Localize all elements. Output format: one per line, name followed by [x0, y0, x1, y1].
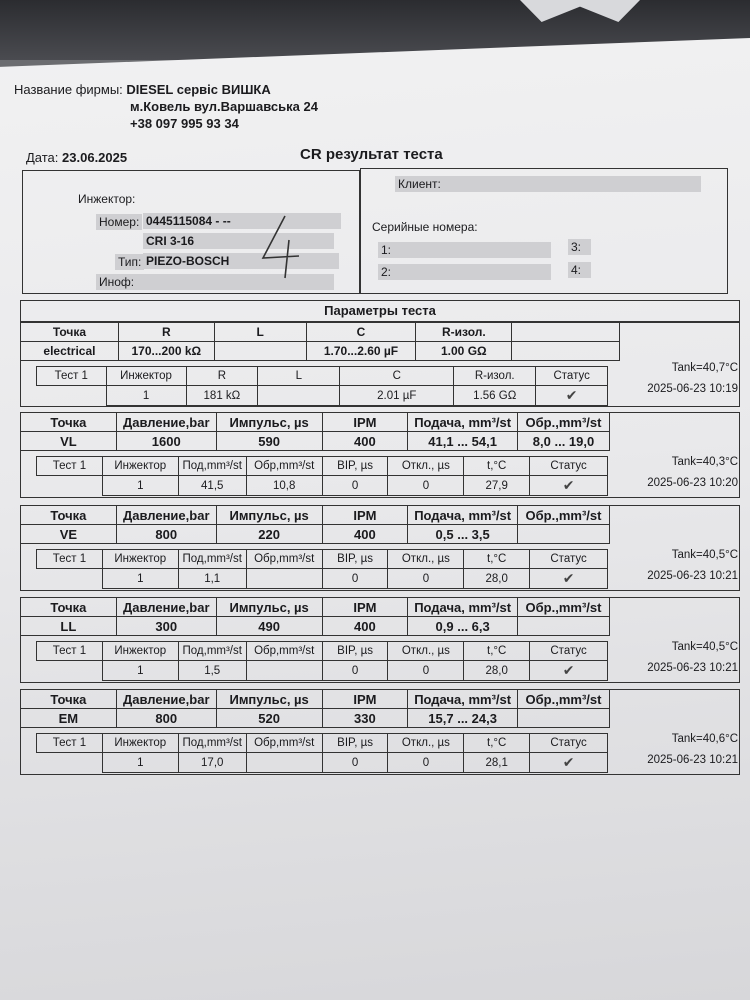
col-c: C: [340, 367, 454, 386]
test-label: Тест 1: [37, 367, 107, 386]
date-label: Дата:: [26, 150, 59, 165]
point-value: LL: [21, 617, 117, 636]
timestamp: 2025-06-23 10:21: [647, 754, 738, 766]
col-injector: Инжектор: [102, 642, 178, 661]
pulse-value: 220: [216, 525, 322, 544]
temp-value: 28,0: [464, 569, 530, 589]
point-value: EM: [21, 709, 117, 728]
tank-temp: Tank=40,5°C: [671, 549, 738, 561]
test-label: Тест 1: [37, 734, 103, 753]
col-injector: Инжектор: [102, 734, 178, 753]
col-feed: Подача, mm³/st: [408, 598, 518, 617]
number-value: 0445115084 - --: [143, 214, 341, 228]
company-line: [14, 82, 271, 97]
col-return: Обр.,mm³/st: [518, 690, 610, 709]
col-injector: Инжектор: [106, 367, 186, 386]
pulse-value: 490: [216, 617, 322, 636]
col-riso: R-изол.: [454, 367, 536, 386]
col-status: Статус: [536, 367, 608, 386]
params-title: Параметры теста: [20, 300, 740, 322]
tank-temp: Tank=40,7°C: [671, 362, 738, 374]
number-label: Номер:: [96, 215, 142, 229]
col-injector: Инжектор: [102, 550, 178, 569]
deviation-value: 0: [388, 569, 464, 589]
col-deviation: Откл., µs: [388, 734, 464, 753]
serials-label: Серийные номера:: [372, 220, 478, 234]
test-label: Тест 1: [37, 457, 103, 476]
pressure-value: 1600: [116, 432, 216, 451]
riso-value: 1.56 GΩ: [454, 386, 536, 406]
type-label: Тип:: [115, 255, 144, 269]
col-riso: R-изол.: [416, 323, 512, 342]
r-value: 181 kΩ: [186, 386, 258, 406]
col-return: Обр,mm³/st: [246, 642, 322, 661]
col-bip: BIP, µs: [322, 642, 388, 661]
check-icon: ✔: [536, 386, 608, 406]
company-address: м.Ковель вул.Варшавська 24: [130, 99, 318, 114]
col-temp: t,°C: [464, 734, 530, 753]
empty-cell: [512, 323, 620, 342]
empty-cell: [37, 386, 107, 406]
ipm-value: 400: [322, 432, 408, 451]
col-feed: Под,mm³/st: [178, 457, 246, 476]
bip-value: 0: [322, 661, 388, 681]
col-feed: Под,mm³/st: [178, 642, 246, 661]
col-point: Точка: [21, 506, 117, 525]
col-status: Статус: [530, 457, 608, 476]
table-row: [21, 323, 620, 342]
timestamp: 2025-06-23 10:19: [647, 383, 738, 395]
timestamp: 2025-06-23 10:21: [647, 570, 738, 582]
pressure-value: 300: [116, 617, 216, 636]
return-value: 10,8: [246, 476, 322, 496]
pressure-value: 800: [116, 709, 216, 728]
injector-value: 1: [102, 476, 178, 496]
col-return: Обр,mm³/st: [246, 457, 322, 476]
injector-value: 1: [102, 753, 178, 773]
handwritten-mark: [255, 212, 305, 282]
col-injector: Инжектор: [102, 457, 178, 476]
col-r: R: [118, 323, 214, 342]
col-feed: Подача, mm³/st: [408, 690, 518, 709]
pulse-value: 590: [216, 432, 322, 451]
col-pulse: Импульс, µs: [216, 598, 322, 617]
check-icon: ✔: [530, 753, 608, 773]
col-pulse: Импульс, µs: [216, 506, 322, 525]
col-temp: t,°C: [464, 550, 530, 569]
test-frame: [20, 412, 740, 498]
c-value: 2.01 µF: [340, 386, 454, 406]
bip-value: 0: [322, 569, 388, 589]
c-range: 1.70...2.60 µF: [306, 342, 416, 361]
test-frame: [20, 505, 740, 591]
empty-cell: [512, 342, 620, 361]
pressure-value: 800: [116, 525, 216, 544]
check-icon: ✔: [530, 569, 608, 589]
col-l: L: [214, 323, 306, 342]
injector-value: 1: [106, 386, 186, 406]
col-ipm: IPM: [322, 598, 408, 617]
test-frame: [20, 597, 740, 683]
col-temp: t,°C: [464, 457, 530, 476]
temp-value: 28,1: [464, 753, 530, 773]
table-row: [37, 386, 608, 406]
feed-value: 1,1: [178, 569, 246, 589]
r-range: 170...200 kΩ: [118, 342, 214, 361]
col-point: Точка: [21, 323, 119, 342]
table-row: [37, 367, 608, 386]
col-return: Обр,mm³/st: [246, 734, 322, 753]
injector-value: 1: [102, 661, 178, 681]
feed-range: 41,1 ... 54,1: [408, 432, 518, 451]
col-ipm: IPM: [322, 413, 408, 432]
feed-range: 0,9 ... 6,3: [408, 617, 518, 636]
background-shape: [520, 0, 640, 22]
deviation-value: 0: [388, 753, 464, 773]
table-row: [21, 342, 620, 361]
injector-value: 1: [102, 569, 178, 589]
date-line: [26, 150, 127, 165]
return-range: 8,0 ... 19,0: [518, 432, 610, 451]
company-phone: +38 097 995 93 34: [130, 116, 239, 131]
serial-4: 4:: [568, 263, 591, 277]
point-value: VL: [21, 432, 117, 451]
deviation-value: 0: [388, 661, 464, 681]
ipm-value: 400: [322, 617, 408, 636]
info-label: Иноф:: [96, 275, 334, 289]
company-name: DIESEL сервіс ВИШКА: [126, 82, 271, 97]
temp-value: 27,9: [464, 476, 530, 496]
col-bip: BIP, µs: [322, 457, 388, 476]
test-frame: [20, 689, 740, 775]
l-range: [214, 342, 306, 361]
col-return: Обр.,mm³/st: [518, 598, 610, 617]
feed-value: 17,0: [178, 753, 246, 773]
l-value: [258, 386, 340, 406]
ipm-value: 400: [322, 525, 408, 544]
bip-value: 0: [322, 476, 388, 496]
tank-temp: Tank=40,6°C: [671, 733, 738, 745]
col-deviation: Откл., µs: [388, 550, 464, 569]
company-label: Название фирмы:: [14, 82, 123, 97]
col-feed: Подача, mm³/st: [408, 413, 518, 432]
col-deviation: Откл., µs: [388, 457, 464, 476]
col-return: Обр.,mm³/st: [518, 506, 610, 525]
electrical-result-table: [36, 366, 608, 406]
timestamp: 2025-06-23 10:21: [647, 662, 738, 674]
col-pressure: Давление,bar: [116, 506, 216, 525]
page-title: CR результат теста: [300, 146, 443, 163]
serial-3: 3:: [568, 240, 591, 254]
client-label: Клиент:: [395, 177, 701, 191]
col-c: C: [306, 323, 416, 342]
col-pulse: Импульс, µs: [216, 690, 322, 709]
col-feed: Под,mm³/st: [178, 734, 246, 753]
test-label: Тест 1: [37, 642, 103, 661]
cri-value: CRI 3-16: [143, 234, 334, 248]
deviation-value: 0: [388, 476, 464, 496]
electrical-spec-table: [20, 322, 620, 361]
col-point: Точка: [21, 598, 117, 617]
riso-value: 1.00 GΩ: [416, 342, 512, 361]
timestamp: 2025-06-23 10:20: [647, 477, 738, 489]
test-label: Тест 1: [37, 550, 103, 569]
check-icon: ✔: [530, 661, 608, 681]
col-status: Статус: [530, 550, 608, 569]
serial-2: 2:: [378, 265, 551, 279]
col-bip: BIP, µs: [322, 734, 388, 753]
col-l: L: [258, 367, 340, 386]
col-deviation: Откл., µs: [388, 642, 464, 661]
col-status: Статус: [530, 642, 608, 661]
point-value: VE: [21, 525, 117, 544]
col-pressure: Давление,bar: [116, 413, 216, 432]
col-pressure: Давление,bar: [116, 690, 216, 709]
col-feed: Под,mm³/st: [178, 550, 246, 569]
col-feed: Подача, mm³/st: [408, 506, 518, 525]
tank-temp: Tank=40,5°C: [671, 641, 738, 653]
injector-label: Инжектор:: [78, 192, 136, 206]
feed-range: 0,5 ... 3,5: [408, 525, 518, 544]
col-point: Точка: [21, 690, 117, 709]
col-pulse: Импульс, µs: [216, 413, 322, 432]
tank-temp: Tank=40,3°C: [671, 456, 738, 468]
check-icon: ✔: [530, 476, 608, 496]
col-return: Обр.,mm³/st: [518, 413, 610, 432]
bip-value: 0: [322, 753, 388, 773]
point-value: electrical: [21, 342, 119, 361]
col-return: Обр,mm³/st: [246, 550, 322, 569]
col-ipm: IPM: [322, 506, 408, 525]
col-bip: BIP, µs: [322, 550, 388, 569]
feed-range: 15,7 ... 24,3: [408, 709, 518, 728]
feed-value: 1,5: [178, 661, 246, 681]
pulse-value: 520: [216, 709, 322, 728]
serial-1: 1:: [378, 243, 551, 257]
col-point: Точка: [21, 413, 117, 432]
temp-value: 28,0: [464, 661, 530, 681]
date-value: 23.06.2025: [62, 150, 128, 165]
col-pressure: Давление,bar: [116, 598, 216, 617]
col-temp: t,°C: [464, 642, 530, 661]
type-value: PIEZO-BOSCH: [143, 254, 339, 268]
col-status: Статус: [530, 734, 608, 753]
ipm-value: 330: [322, 709, 408, 728]
col-ipm: IPM: [322, 690, 408, 709]
col-r: R: [186, 367, 258, 386]
feed-value: 41,5: [178, 476, 246, 496]
